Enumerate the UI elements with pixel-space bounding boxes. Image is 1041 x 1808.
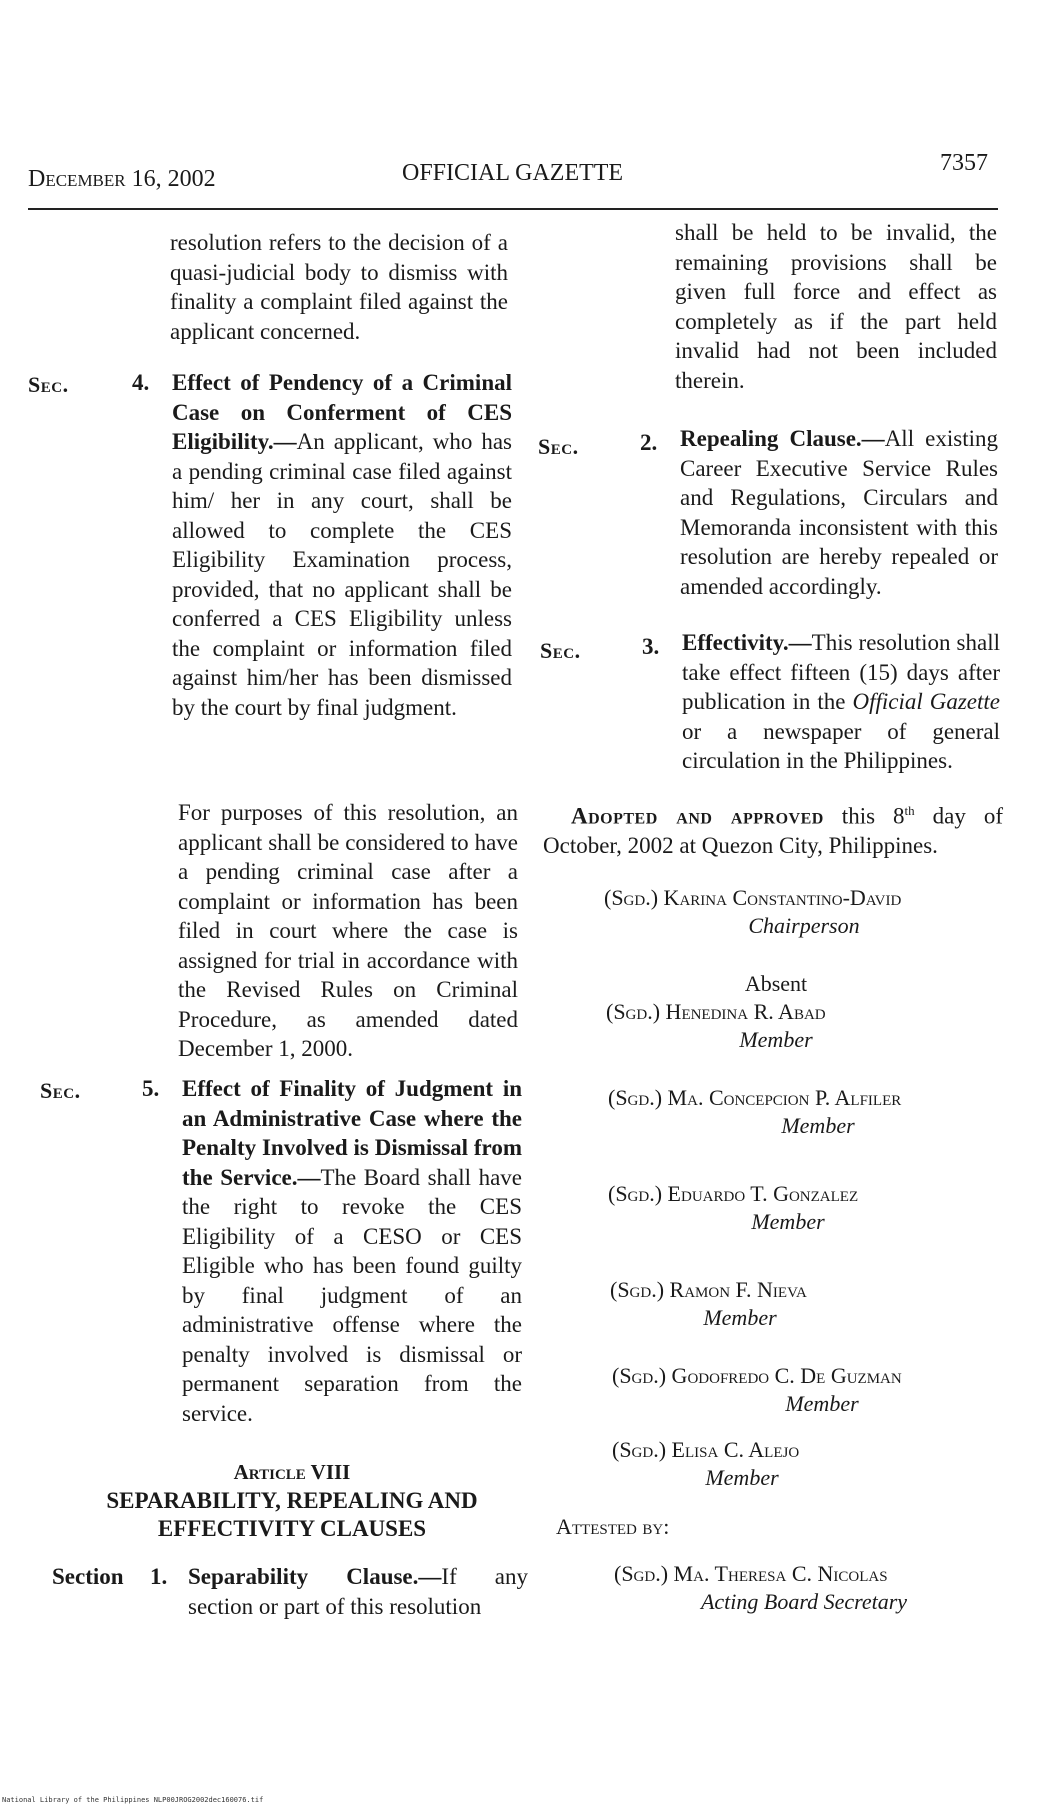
page-number: 7357 — [940, 150, 988, 176]
signatory-role: Chairperson — [748, 913, 860, 938]
sec3-body-pre: This resolution shall take effect fifteen (15) days after publication in the — [682, 630, 1000, 714]
signatory-name: (Sgd.) Eduardo T. Gonzalez — [608, 1181, 859, 1206]
scan-footer: National Library of the Philippines NLP00JROG2002dec160076.tif — [2, 1796, 264, 1804]
adopted-paragraph — [543, 796, 1003, 861]
signatory-name: (Sgd.) Ramon F. Nieva — [610, 1277, 807, 1302]
signatory-name: (Sgd.) Elisa C. Alejo — [612, 1437, 800, 1462]
sec5-body: The Board shall have the right to revoke the CES Eligibility of a CESO or CES Eligible who has been found guilty by final judgment of an administrative offense where the penalty involved is dismissal or permanent separation from the service. — [182, 1164, 522, 1426]
signatory-alfiler — [608, 1084, 1008, 1140]
sec5-label: Sec. — [40, 1078, 81, 1103]
signatory-abad — [606, 970, 966, 1054]
header-title: OFFICIAL GAZETTE — [402, 160, 624, 186]
intro-paragraph: resolution refers to the decision of a quasi-judicial body to dismiss with finality a complaint filed against the applicant concerned. — [170, 230, 508, 344]
signatory-gonzalez — [608, 1180, 968, 1236]
sec3-body-post: or a newspaper of general circulation in the Philippines. — [682, 718, 1000, 773]
sec4-text — [172, 368, 512, 722]
signatory-role: Member — [781, 1113, 855, 1138]
signatory-name: (Sgd.) Karina Constantino-David — [604, 885, 902, 910]
right-continuation: shall be held to be invalid, the remaining provisions shall be given full force and effect as completely as if the part held invalid had not been included therein. — [675, 220, 997, 393]
header-date: December 16, 2002 — [28, 166, 216, 192]
sec2-body: All existing Career Executive Service Rules and Regulations, Circulars and Memoranda inconsistent with this resolution are hereby repealed or amended accordingly. — [680, 426, 998, 599]
section1-heading: Separability Clause.— — [188, 1564, 442, 1589]
signatory-role: Member — [785, 1391, 859, 1416]
sec2-text — [680, 424, 998, 601]
sec5-heading: Effect of Finality of Judgment in an Administrative Case where the Penalty Involved is Dismissal from the Service.— — [182, 1076, 522, 1190]
article-label-text: Article VIII — [233, 1460, 351, 1484]
sec4-paragraph-2: For purposes of this resolution, an applicant shall be considered to have a pending criminal case after a complaint or information has been filed in court where the case is assigned for trial in accordance with the Revised Rules on Criminal Procedure, as amended dated December 1, 2000. — [178, 800, 518, 1061]
section1-label: Section — [52, 1564, 124, 1589]
header-rule — [28, 208, 998, 210]
sec3-body-italic: Official Gazette — [852, 689, 1000, 714]
signatory-chairperson — [604, 884, 964, 940]
sec4-body: An applicant, who has a pending criminal case filed against him/ her in any court, shall be allowed to complete the CES Eligibility Examination process, provided, that no applicant shall be conferred a CES Eligibility unless the complaint or information filed against him/her has been dismissed by the court by final judgment. — [172, 429, 512, 720]
section1-body: If any section or part of this resolution — [188, 1564, 529, 1619]
sec2-label: Sec. — [538, 434, 579, 459]
section1-number: 1. — [150, 1564, 168, 1589]
signatory-name: (Sgd.) Henedina R. Abad — [606, 999, 826, 1024]
article-title-line-1: SEPARABILITY, REPEALING AND — [106, 1488, 478, 1513]
secretary-name: (Sgd.) Ma. Theresa C. Nicolas — [614, 1561, 888, 1586]
attested-by: Attested by: — [556, 1514, 670, 1539]
secretary-role: Acting Board Secretary — [700, 1589, 908, 1614]
signatory-de-guzman — [612, 1362, 1002, 1418]
signatory-name: (Sgd.) Ma. Concepcion P. Alfiler — [608, 1085, 902, 1110]
adopted-text-post: day of October, 2002 at Quezon City, Philippines. — [543, 803, 1003, 859]
sec3-text — [682, 628, 1000, 776]
adopted-sup: th — [904, 803, 915, 818]
signatory-note-absent: Absent — [744, 971, 808, 996]
sec4-label: Sec. — [28, 372, 69, 397]
signatory-role: Member — [703, 1305, 777, 1330]
adopted-lead: Adopted and approved — [571, 803, 824, 829]
sec2-heading: Repealing Clause.— — [680, 426, 885, 451]
sec3-label: Sec. — [540, 638, 581, 663]
section1-text — [188, 1562, 528, 1621]
article-label — [82, 1460, 502, 1485]
sec5-text — [182, 1074, 522, 1428]
sec4-heading: Effect of Pendency of a Criminal Case on Conferment of CES Eligibility.— — [172, 370, 512, 454]
signatory-nieva — [610, 1276, 970, 1332]
signatory-role: Member — [705, 1465, 779, 1490]
sec3-number: 3. — [642, 634, 660, 659]
signatory-role: Member — [739, 1027, 813, 1052]
sec5-number: 5. — [142, 1076, 160, 1101]
article-title-line-2: EFFECTIVITY CLAUSES — [157, 1516, 427, 1541]
sec4-number: 4. — [132, 370, 150, 395]
sec2-number: 2. — [640, 430, 658, 455]
sec3-heading: Effectivity.— — [682, 630, 812, 655]
adopted-text-pre: this 8 — [823, 803, 905, 829]
signatory-alejo — [612, 1436, 972, 1492]
signatory-secretary — [614, 1560, 1004, 1616]
signatory-role: Member — [751, 1209, 825, 1234]
signatory-name: (Sgd.) Godofredo C. De Guzman — [612, 1363, 902, 1388]
